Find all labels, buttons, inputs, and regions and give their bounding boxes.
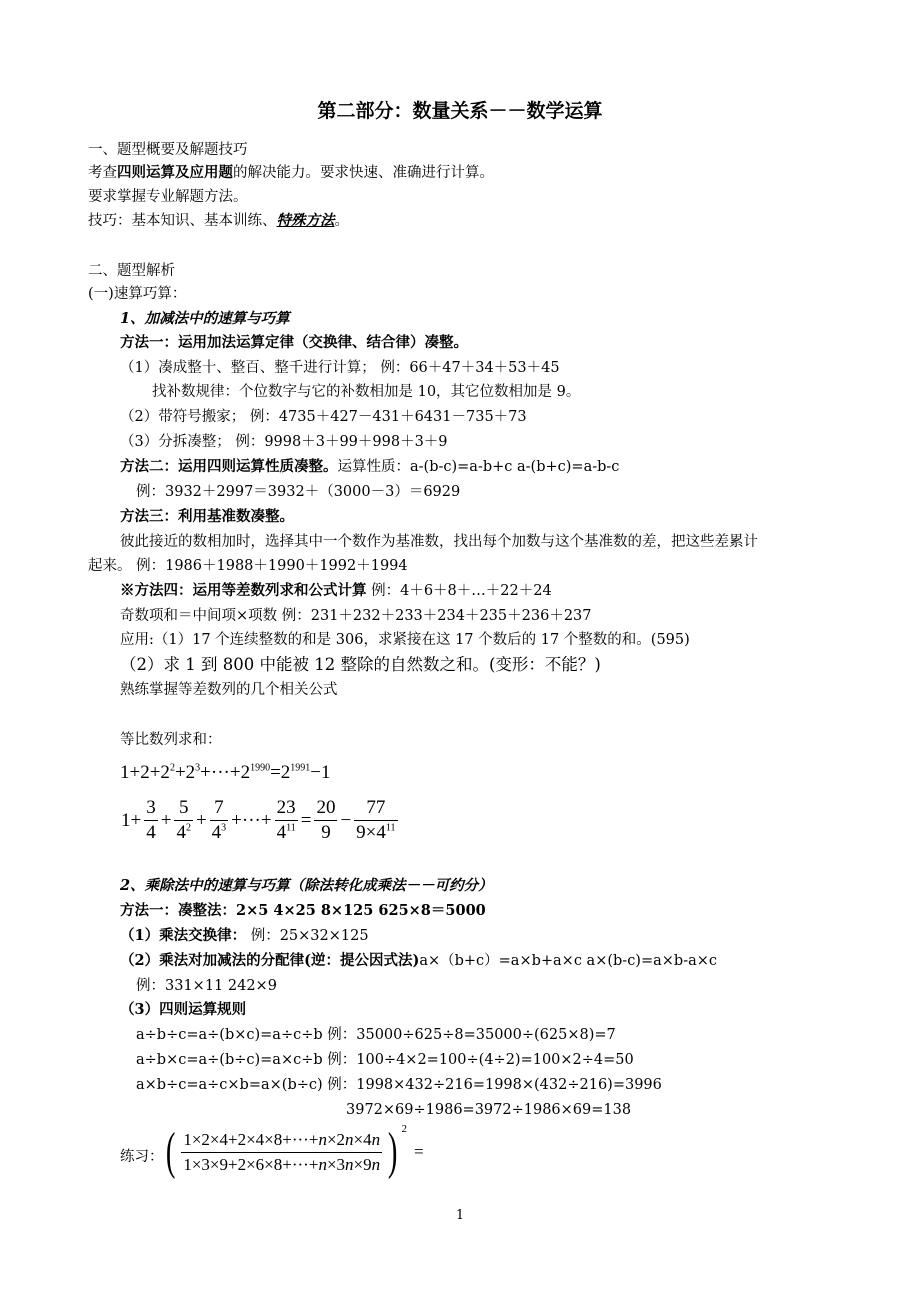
method4-example: 例：4＋6＋8＋…＋22＋24 xyxy=(366,583,552,599)
f1-exp: 2 xyxy=(169,762,175,774)
f1-exp: 1991 xyxy=(290,762,311,774)
part2-rule1 xyxy=(120,926,369,946)
intro-line-2: 要求掌握专业解题方法。 xyxy=(88,189,248,205)
geometric-formula-2 xyxy=(120,796,400,845)
odd-sum-rule: 奇数项和＝中间项×项数 例：231＋232＋233＋234＋235＋236＋237 xyxy=(120,608,592,624)
rule2-heading: （2）乘法对加减法的分配律(逆：提公因式法) xyxy=(120,952,420,969)
den-mul: ×9 xyxy=(353,1154,372,1174)
practice-formula xyxy=(162,1122,425,1180)
intro-text-end: 的解决能力。要求快速、准确进行计算。 xyxy=(233,165,494,181)
practice-denominator xyxy=(181,1153,382,1177)
numerator: 7 xyxy=(210,796,229,821)
intro-bold-text: 四则运算及应用题 xyxy=(117,164,233,181)
fraction xyxy=(275,796,298,845)
num-terms: 1×2×4+2×4×8+···+ xyxy=(183,1129,319,1149)
denominator xyxy=(275,821,298,845)
practice-fraction xyxy=(181,1128,382,1177)
var-n: n xyxy=(345,1154,354,1174)
application-2: （2）求 1 到 800 中能被 12 整除的自然数之和。(变形：不能？) xyxy=(120,655,601,674)
f1-term: +···+2 xyxy=(200,762,251,783)
den-mul: ×3 xyxy=(326,1154,346,1174)
equals-sign: = xyxy=(300,809,312,831)
exponent: 11 xyxy=(286,822,296,834)
rule1-heading: （1）乘法交换律： xyxy=(120,927,247,944)
equals-sign: = xyxy=(413,1142,424,1161)
rule1-example: 例：25×32×125 xyxy=(246,928,369,944)
numerator: 3 xyxy=(144,796,158,821)
subsection-speed-calc: (一)速算巧算： xyxy=(88,286,187,302)
var-n: n xyxy=(371,1154,381,1174)
var-n: n xyxy=(371,1129,381,1149)
method3-desc-2: 起来。 例：1986＋1988＋1990＋1992＋1994 xyxy=(88,558,408,574)
ellipsis-sum: +···+ xyxy=(231,809,272,831)
page-number: 1 xyxy=(455,1208,465,1223)
practice-numerator xyxy=(181,1128,382,1153)
geometric-formula-1 xyxy=(120,762,331,784)
denominator: 9 xyxy=(321,822,331,843)
numerator: 23 xyxy=(275,796,298,821)
method2-property: 运算性质：a-(b-c)=a-b+c a-(b+c)=a-b-c xyxy=(337,459,620,475)
fraction xyxy=(354,796,397,845)
method1-heading: 方法一：运用加法运算定律（交换律、结合律）凑整。 xyxy=(120,334,468,351)
exponent: 2 xyxy=(185,822,191,834)
familiar-formulas: 熟练掌握等差数列的几个相关公式 xyxy=(120,682,338,698)
part2-method1: 方法一：凑整法：2×5 4×25 8×125 625×8＝5000 xyxy=(120,902,486,919)
numerator: 5 xyxy=(174,796,193,821)
part2-heading: 2、乘除法中的速算与巧算（除法转化成乘法－－可约分） xyxy=(120,877,493,894)
fraction xyxy=(314,796,337,845)
method1-item2: （2）带符号搬家； 例：4735＋427－431＋6431－735＋73 xyxy=(120,409,527,425)
method1-item1-note: 找补数规律：个位数字与它的补数相加是 10，其它位数相加是 9。 xyxy=(152,384,581,400)
part2-rule2-example: 例：331×11 242×9 xyxy=(136,978,277,994)
minus-sign: − xyxy=(340,809,352,831)
fraction xyxy=(174,796,193,845)
num-mul: ×4 xyxy=(353,1129,372,1149)
method4-heading: ※方法四：运用等差数列求和公式计算 xyxy=(120,582,367,599)
tips-text: 技巧：基本知识、基本训练、 xyxy=(88,213,277,229)
den-terms: 1×3×9+2×6×8+···+ xyxy=(183,1154,319,1174)
base: 4 xyxy=(276,822,287,843)
section-heading-1: 一、题型概要及解题技巧 xyxy=(88,142,248,158)
method1-item3: （3）分拆凑整； 例：9998＋3＋99＋998＋3＋9 xyxy=(120,434,448,450)
practice-label: 练习： xyxy=(120,1149,164,1165)
fraction xyxy=(210,796,229,845)
method2-heading: 方法二：运用四则运算性质凑整。 xyxy=(120,458,338,475)
denominator xyxy=(210,821,229,845)
var-n: n xyxy=(345,1129,354,1149)
intro-line-3 xyxy=(88,211,349,231)
numerator: 77 xyxy=(354,796,397,821)
denominator: 4 xyxy=(146,822,156,843)
var-n: n xyxy=(318,1129,327,1149)
left-paren: ( xyxy=(165,1123,176,1180)
method2-example: 例：3932＋2997＝3932＋（3000－3）＝6929 xyxy=(136,484,461,500)
f1-term: −1 xyxy=(310,762,331,783)
exponent: 3 xyxy=(221,822,227,834)
practice-exponent: 2 xyxy=(401,1122,407,1135)
part2-rule2 xyxy=(120,951,717,971)
plus-sign: + xyxy=(195,809,207,831)
division-rule-2: a÷b×c=a÷(b÷c)=a×c÷b 例：100÷4×2=100÷(4÷2)=100×2÷4=50 xyxy=(136,1052,634,1068)
method2-line xyxy=(120,457,619,477)
denominator xyxy=(174,821,193,845)
method3-heading: 方法三：利用基准数凑整。 xyxy=(120,508,294,525)
f2-lead: 1+ xyxy=(121,809,142,831)
geometric-sum-label: 等比数列求和： xyxy=(120,732,222,748)
method4-line xyxy=(120,581,552,601)
tips-text-end: 。 xyxy=(334,213,349,229)
division-rule-1: a÷b÷c=a÷(b×c)=a÷c÷b 例：35000÷625÷8=35000÷(625×8)=7 xyxy=(136,1027,616,1043)
base: 4 xyxy=(211,822,222,843)
intro-text: 考查 xyxy=(88,165,117,181)
application-1: 应用:（1）17 个连续整数的和是 306，求紧接在这 17 个数后的 17 个整数的和。(595) xyxy=(120,632,690,648)
division-rule-4: 3972×69÷1986=3972÷1986×69=138 xyxy=(346,1102,632,1118)
page-title: 第二部分：数量关系－－数学运算 xyxy=(317,100,603,122)
method1-item1: （1）凑成整十、整百、整千进行计算； 例：66＋47＋34＋53＋45 xyxy=(120,360,560,376)
method3-desc-1: 彼此接近的数相加时，选择其中一个数作为基准数，找出每个加数与这个基准数的差，把这些差累计 xyxy=(120,534,758,550)
division-rule-3: a×b÷c=a÷c×b=a×(b÷c) 例：1998×432÷216=1998×(432÷216)=3996 xyxy=(136,1077,662,1093)
fraction xyxy=(144,796,158,845)
intro-line-1 xyxy=(88,163,494,183)
f1-term: =2 xyxy=(270,762,291,783)
part1-heading: 1、加减法中的速算与巧算 xyxy=(120,310,290,327)
part2-rule3: （3）四则运算规则 xyxy=(120,1001,247,1018)
rule2-formula: a×（b+c）=a×b+a×c a×(b-c)=a×b-a×c xyxy=(419,953,718,969)
special-method-text: 特殊方法 xyxy=(276,212,335,229)
numerator: 20 xyxy=(314,796,337,821)
f1-term: +2 xyxy=(174,762,196,783)
plus-sign: + xyxy=(160,809,172,831)
f1-exp: 3 xyxy=(195,762,201,774)
base: 9×4 xyxy=(356,822,386,843)
denominator xyxy=(354,821,397,845)
var-n: n xyxy=(318,1154,327,1174)
exponent: 11 xyxy=(385,822,396,834)
f1-exp: 1990 xyxy=(250,762,271,774)
section-heading-2: 二、题型解析 xyxy=(88,263,175,279)
f1-term: 1+2+2 xyxy=(120,762,170,783)
num-mul: ×2 xyxy=(326,1129,346,1149)
right-paren: ) xyxy=(388,1123,398,1180)
base: 4 xyxy=(176,822,186,843)
